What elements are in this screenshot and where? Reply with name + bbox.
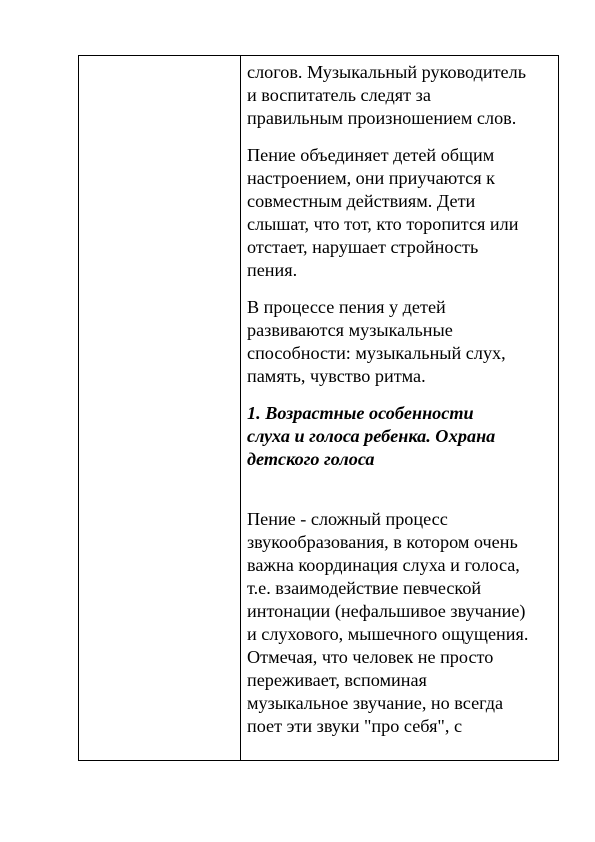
table-right-cell: [241, 56, 558, 760]
paragraph-singing-unites: Пение объединяет детей общим настроением, они приучаются к совместным действиям. Дети слышат, что тот, кто торопится или отстает, нарушает стройность пения.: [247, 145, 519, 280]
paragraph-sound-formation: Пение - сложный процесс звукообразования, в котором очень важна координация слуха и голоса, т.е. взаимодействие певческой интонации (нефальшивое звучание) и слухового, мышечного ощущения. Отмечая, что человек не просто переживает, вспоминая музыкальное звучание, но всегда поет эти звуки "про себя", с: [247, 509, 529, 736]
document-table: [78, 55, 559, 761]
table-left-cell: [79, 56, 241, 760]
paragraph-musical-abilities: В процессе пения у детей развиваются музыкальные способности: музыкальный слух, память, чувство ритма.: [247, 297, 506, 386]
paragraph-pronunciation: слогов. Музыкальный руководитель и воспитатель следят за правильным произношением слов.: [247, 62, 527, 128]
section-heading: 1. Возрастные особенности слуха и голоса ребенка. Охрана детского голоса: [247, 403, 496, 469]
